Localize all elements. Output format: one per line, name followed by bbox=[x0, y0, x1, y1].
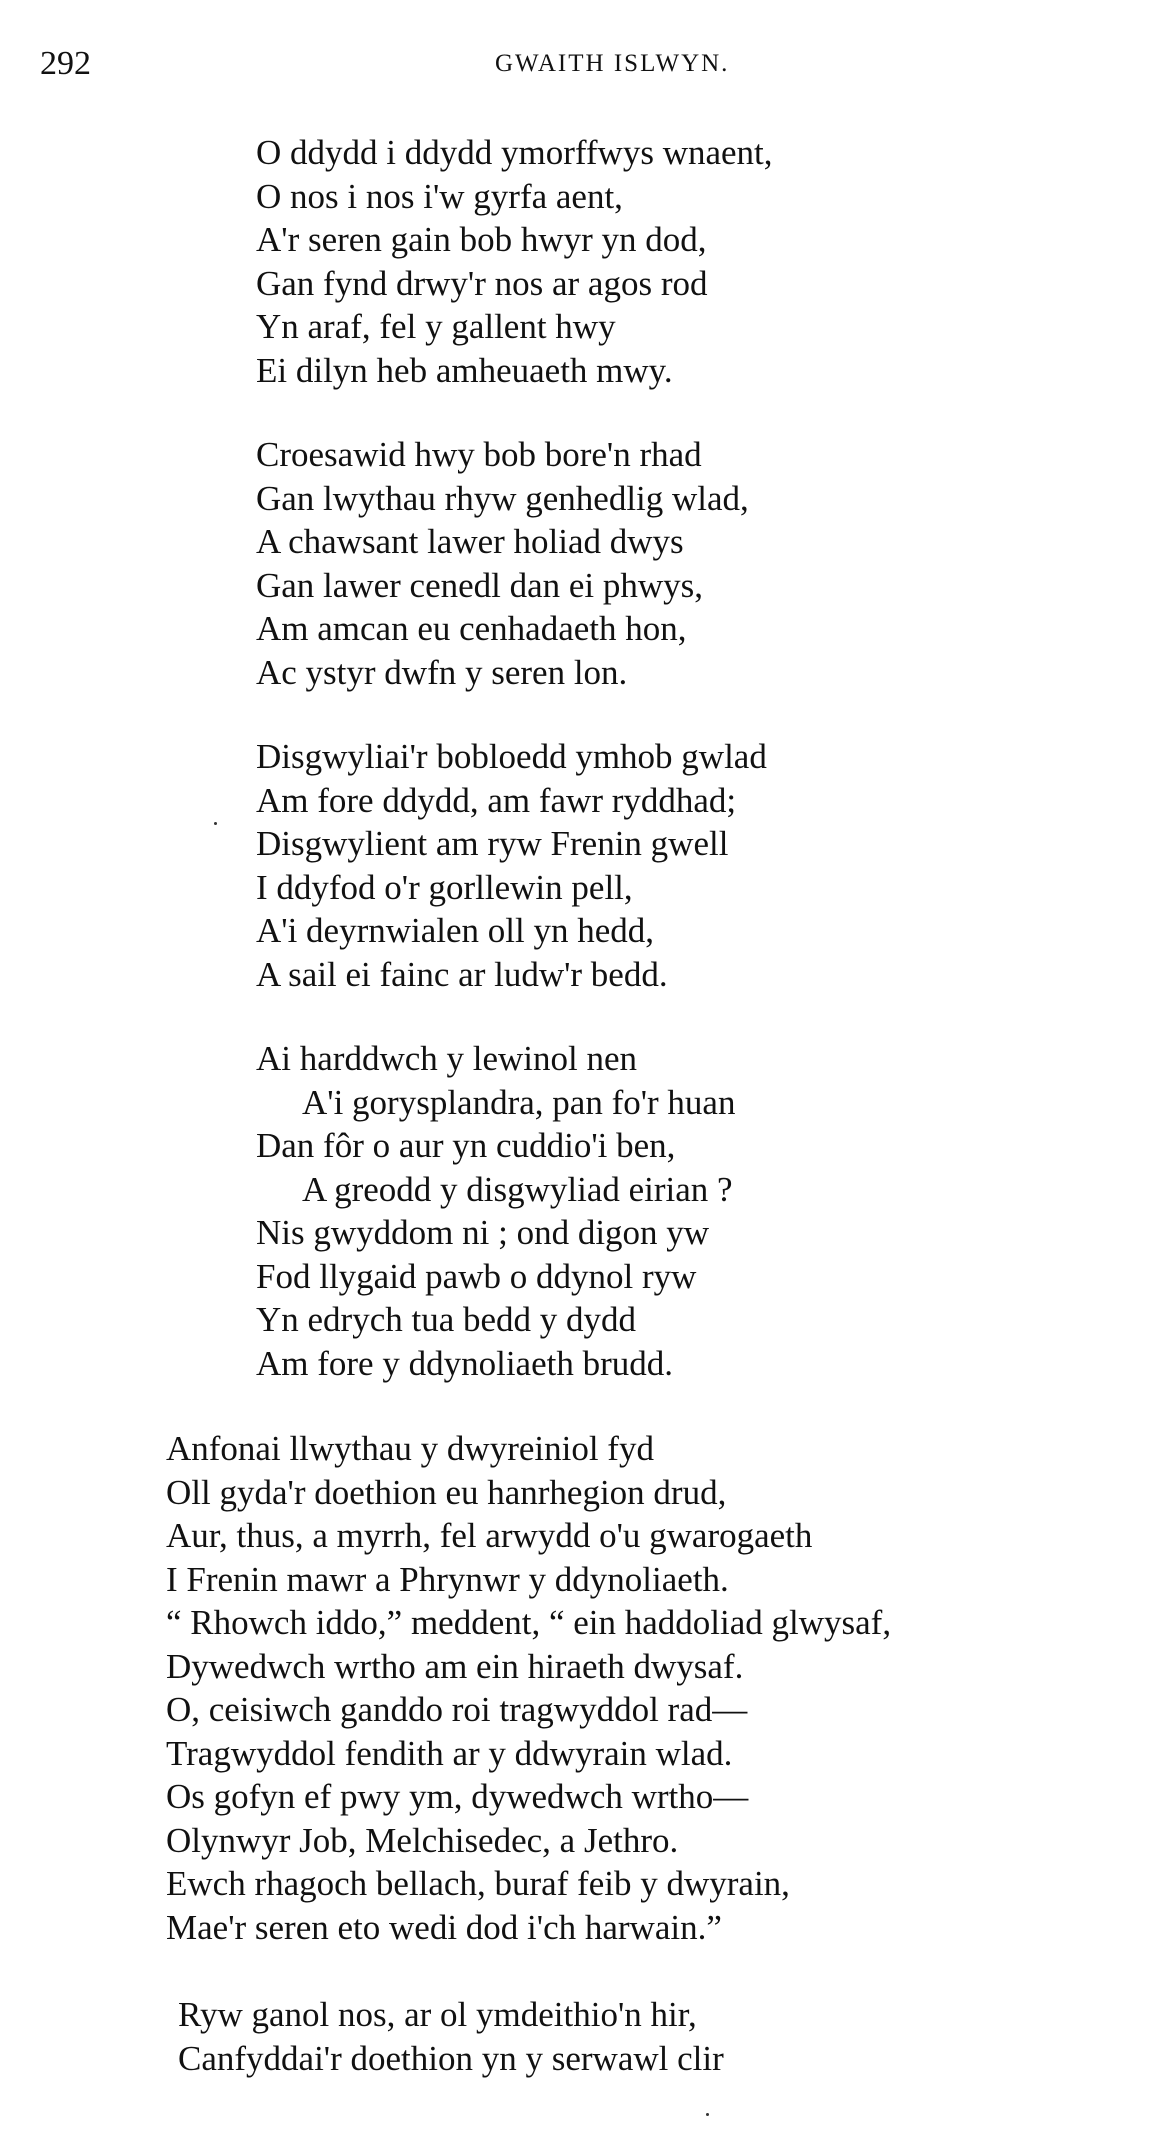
poem-line: Yn araf, fel y gallent hwy bbox=[256, 307, 616, 346]
poem-line: “ Rhowch iddo,” meddent, “ ein haddoliad glwysaf, bbox=[166, 1603, 892, 1642]
poem-line: Am fore ddydd, am fawr ryddhad; bbox=[256, 780, 737, 820]
stanza-3 bbox=[256, 735, 767, 996]
poem-line-indented: A greodd y disgwyliad eirian ? bbox=[302, 1169, 733, 1209]
poem-line: I ddyfod o'r gorllewin pell, bbox=[256, 867, 633, 907]
poem-line: A chawsant lawer holiad dwys bbox=[256, 522, 684, 561]
stanza-5 bbox=[166, 1427, 891, 1949]
poem-line: Aur, thus, a myrrh, fel arwydd o'u gwarogaeth bbox=[166, 1516, 813, 1555]
poem-line-indented: A'i gorysplandra, pan fo'r huan bbox=[302, 1082, 736, 1122]
stanza-6 bbox=[178, 1993, 724, 2080]
poem-line: Ryw ganol nos, ar ol ymdeithio'n hir, bbox=[178, 1995, 697, 2034]
poem-line: Ewch rhagoch bellach, buraf feib y dwyrain, bbox=[166, 1864, 790, 1903]
ink-speck bbox=[214, 822, 217, 825]
poem-line: A'i deyrnwialen oll yn hedd, bbox=[256, 911, 655, 950]
stanza-4 bbox=[256, 1037, 735, 1385]
poem-line: Nis gwyddom ni ; ond digon yw bbox=[256, 1213, 710, 1252]
poem-line: Mae'r seren eto wedi dod i'ch harwain.” bbox=[166, 1907, 722, 1947]
poem-line: Yn edrych tua bedd y dydd bbox=[256, 1300, 637, 1339]
poem-line: Olynwyr Job, Melchisedec, a Jethro. bbox=[166, 1820, 679, 1860]
ink-speck bbox=[706, 2113, 709, 2116]
poem-line: Disgwyliai'r bobloedd ymhob gwlad bbox=[256, 737, 767, 776]
poem-line: Disgwylient am ryw Frenin gwell bbox=[256, 824, 729, 863]
poem-line: I Frenin mawr a Phrynwr y ddynoliaeth. bbox=[166, 1559, 729, 1599]
poem-line: Gan fynd drwy'r nos ar agos rod bbox=[256, 263, 708, 303]
poem-line: Fod llygaid pawb o ddynol ryw bbox=[256, 1256, 697, 1296]
poem-line: Anfonai llwythau y dwyreiniol fyd bbox=[166, 1429, 654, 1468]
poem-line: O, ceisiwch ganddo roi tragwyddol rad— bbox=[166, 1690, 748, 1729]
poem-line: Oll gyda'r doethion eu hanrhegion drud, bbox=[166, 1472, 727, 1512]
poem-line: Canfyddai'r doethion yn y serwawl clir bbox=[178, 2038, 724, 2078]
poem-line: Am fore y ddynoliaeth brudd. bbox=[256, 1343, 673, 1383]
poem-line: Os gofyn ef pwy ym, dywedwch wrtho— bbox=[166, 1777, 749, 1816]
poem-line: Gan lawer cenedl dan ei phwys, bbox=[256, 565, 704, 605]
poem-line: O ddydd i ddydd ymorffwys wnaent, bbox=[256, 133, 773, 172]
page-number: 292 bbox=[40, 45, 91, 82]
stanza-1 bbox=[256, 131, 773, 392]
poem-line: Tragwyddol fendith ar y ddwyrain wlad. bbox=[166, 1733, 733, 1773]
poem-line: A'r seren gain bob hwyr yn dod, bbox=[256, 220, 707, 259]
poem-line: Am amcan eu cenhadaeth hon, bbox=[256, 609, 687, 648]
stanza-2 bbox=[256, 433, 749, 694]
poem-line: Ac ystyr dwfn y seren lon. bbox=[256, 652, 628, 692]
poem-line: Dywedwch wrtho am ein hiraeth dwysaf. bbox=[166, 1646, 744, 1686]
poem-line: Ai harddwch y lewinol nen bbox=[256, 1039, 638, 1078]
poem-line: A sail ei fainc ar ludw'r bedd. bbox=[256, 954, 668, 994]
poem-line: Ei dilyn heb amheuaeth mwy. bbox=[256, 350, 673, 390]
poem-line: Croesawid hwy bob bore'n rhad bbox=[256, 435, 702, 474]
poem-line: O nos i nos i'w gyrfa aent, bbox=[256, 176, 623, 216]
poem-line: Dan fôr o aur yn cuddio'i ben, bbox=[256, 1126, 676, 1165]
poem-line: Gan lwythau rhyw genhedlig wlad, bbox=[256, 478, 749, 518]
running-title: GWAITH ISLWYN. bbox=[495, 50, 730, 77]
